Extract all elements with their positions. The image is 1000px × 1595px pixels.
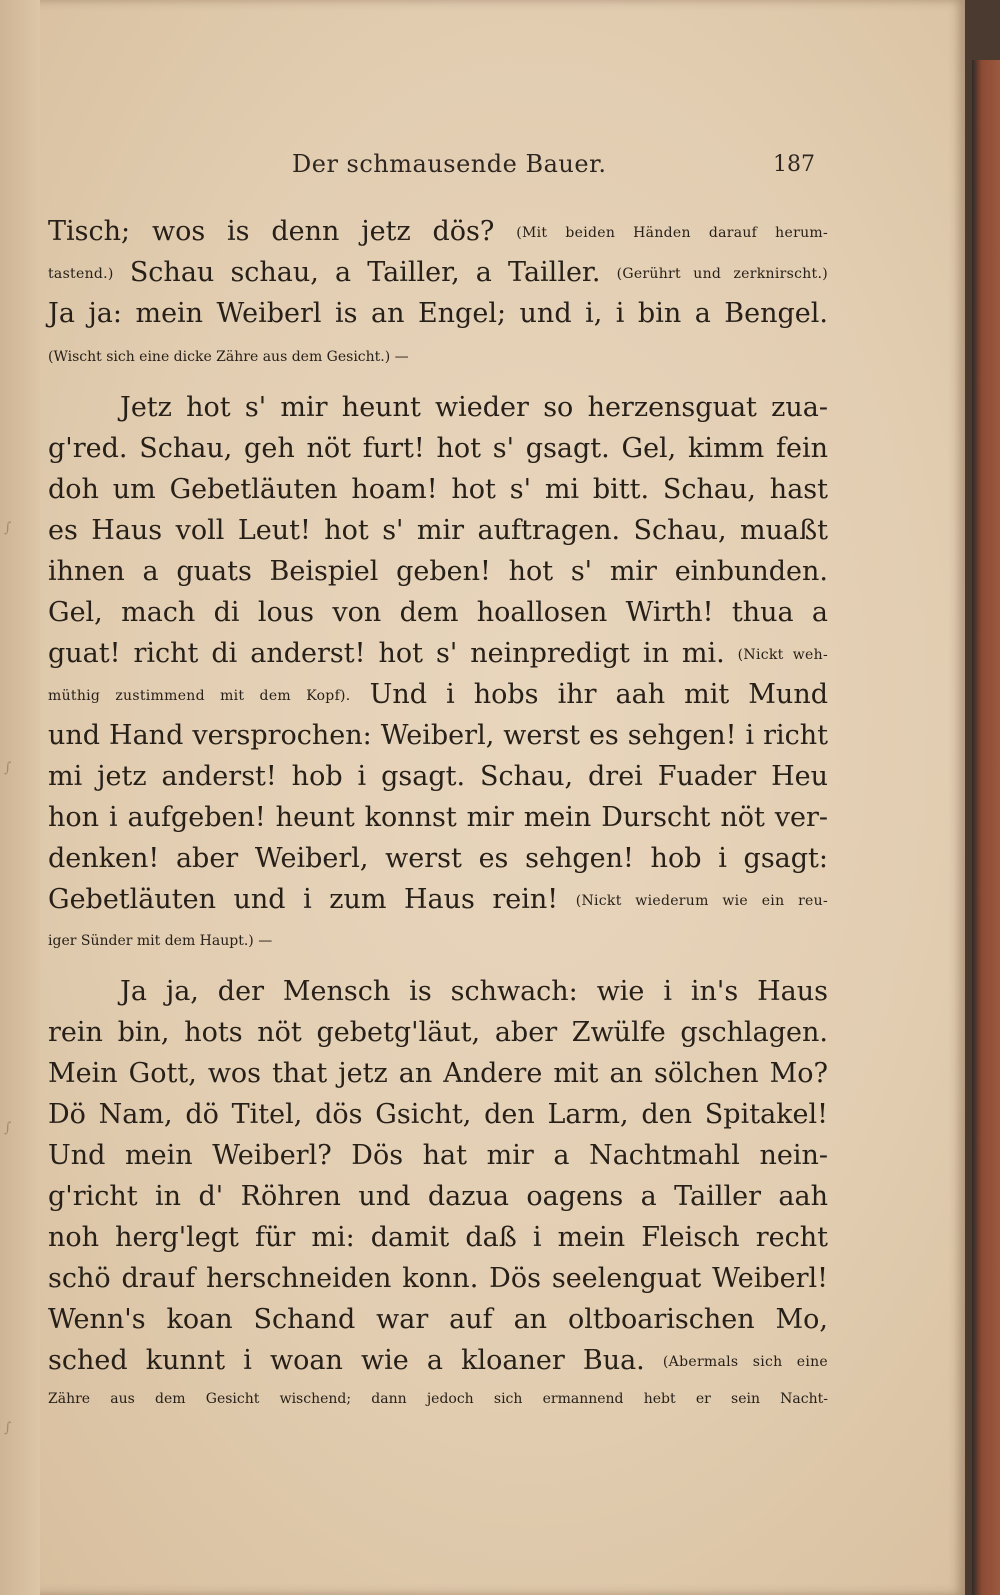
page-header	[0, 150, 940, 186]
text-line	[48, 476, 828, 503]
stage-direction: (Abermals sich eine	[662, 1354, 828, 1370]
text-line	[48, 681, 828, 708]
text-line	[48, 300, 828, 327]
text-line	[48, 1183, 828, 1210]
bleed-through-mark: ∫	[4, 520, 12, 536]
text-line	[48, 1060, 828, 1087]
book-edge	[972, 60, 1000, 1595]
bleed-through-mark: ∫	[4, 1120, 12, 1136]
text-line	[48, 934, 828, 948]
stage-direction: (Wischt sich eine dicke Zähre aus dem Gesicht.) —	[48, 349, 409, 365]
line-text: Tisch; wos is denn jetz dös?	[48, 216, 495, 247]
stage-direction: iger Sünder mit dem Haupt.) —	[48, 933, 273, 949]
line-text: Gel, mach di lous von dem hoallosen Wirth! thua a	[48, 597, 828, 628]
text-line	[48, 845, 828, 872]
bleed-through-mark: ∫	[4, 760, 12, 776]
line-text: noh herg'legt für mi: damit daß i mein Fleisch recht	[48, 1222, 828, 1253]
line-text: doh um Gebetläuten hoam! hot s' mi bitt. Schau, hast	[48, 474, 828, 505]
text-line	[48, 1142, 828, 1169]
stage-direction: (Nickt weh-	[737, 647, 828, 663]
stage-direction: (Mit beiden Händen darauf herum-	[516, 225, 828, 241]
text-line	[48, 435, 828, 462]
line-text: g'red. Schau, geh nöt furt! hot s' gsagt. Gel, kimm fein	[48, 433, 828, 464]
text-line	[48, 1265, 828, 1292]
line-text: Und mein Weiberl? Dös hat mir a Nachtmahl nein-	[48, 1140, 828, 1171]
line-text: Jetz hot s' mir heunt wieder so herzensguat zua-	[120, 392, 828, 423]
line-text: Gebetläuten und i zum Haus rein!	[48, 884, 559, 915]
running-title: Der schmausende Bauer.	[292, 150, 607, 178]
text-line	[48, 640, 828, 667]
text-line	[48, 517, 828, 544]
text-line	[48, 394, 828, 421]
line-text: guat! richt di anderst! hot s' neinpredigt in mi.	[48, 638, 725, 669]
line-text: Dö Nam, dö Titel, dös Gsicht, den Larm, den Spitakel!	[48, 1099, 828, 1130]
stage-direction: Zähre aus dem Gesicht wischend; dann jedoch sich ermannend hebt er sein Nacht-	[48, 1391, 828, 1407]
stage-direction: tastend.)	[48, 266, 114, 282]
page-number: 187	[773, 152, 815, 177]
stage-direction: (Gerührt und zerknirscht.)	[616, 266, 828, 282]
line-text: g'richt in d' Röhren und dazua oagens a Tailler aah	[48, 1181, 828, 1212]
text-line	[48, 804, 828, 831]
text-line	[48, 1306, 828, 1333]
line-text: Ja ja, der Mensch is schwach: wie i in's Haus	[120, 976, 828, 1007]
text-line	[48, 978, 828, 1005]
text-line	[48, 1019, 828, 1046]
line-text: schö drauf herschneiden konn. Dös seelenguat Weiberl!	[48, 1263, 828, 1294]
line-text: Ja ja: mein Weiberl is an Engel; und i, i bin a Bengel.	[48, 298, 828, 329]
line-text: Und i hobs ihr aah mit Mund	[369, 679, 828, 710]
line-text: mi jetz anderst! hob i gsagt. Schau, drei Fuader Heu	[48, 761, 828, 792]
stage-direction: (Nickt wiederum wie ein reu-	[575, 893, 828, 909]
line-text: denken! aber Weiberl, werst es sehgen! hob i gsagt:	[48, 843, 828, 874]
line-text: hon i aufgeben! heunt konnst mir mein Durscht nöt ver-	[48, 802, 828, 833]
text-line	[48, 259, 828, 286]
text-line	[48, 350, 828, 364]
line-text: und Hand versprochen: Weiberl, werst es sehgen! i richt	[48, 720, 828, 751]
line-text: Wenn's koan Schand war auf an oltboarischen Mo,	[48, 1304, 828, 1335]
stage-direction: müthig zustimmend mit dem Kopf).	[48, 688, 351, 704]
text-line	[48, 763, 828, 790]
text-line	[48, 722, 828, 749]
text-line	[48, 1347, 828, 1374]
text-line	[48, 599, 828, 626]
text-line	[48, 1392, 828, 1406]
line-text: es Haus voll Leut! hot s' mir auftragen. Schau, muaßt	[48, 515, 828, 546]
line-text: rein bin, hots nöt gebetg'läut, aber Zwülfe gschlagen.	[48, 1017, 828, 1048]
line-text: ihnen a guats Beispiel geben! hot s' mir einbunden.	[48, 556, 828, 587]
line-text: Mein Gott, wos that jetz an Andere mit an sölchen Mo?	[48, 1058, 828, 1089]
line-text: sched kunnt i woan wie a kloaner Bua.	[48, 1345, 645, 1376]
text-line	[48, 558, 828, 585]
text-line	[48, 886, 828, 913]
page-gutter	[0, 0, 40, 1595]
bleed-through-mark: ∫	[4, 1420, 12, 1436]
line-text: Schau schau, a Tailler, a Tailler.	[129, 257, 601, 288]
text-line	[48, 1101, 828, 1128]
text-line	[48, 218, 828, 245]
text-line	[48, 1224, 828, 1251]
